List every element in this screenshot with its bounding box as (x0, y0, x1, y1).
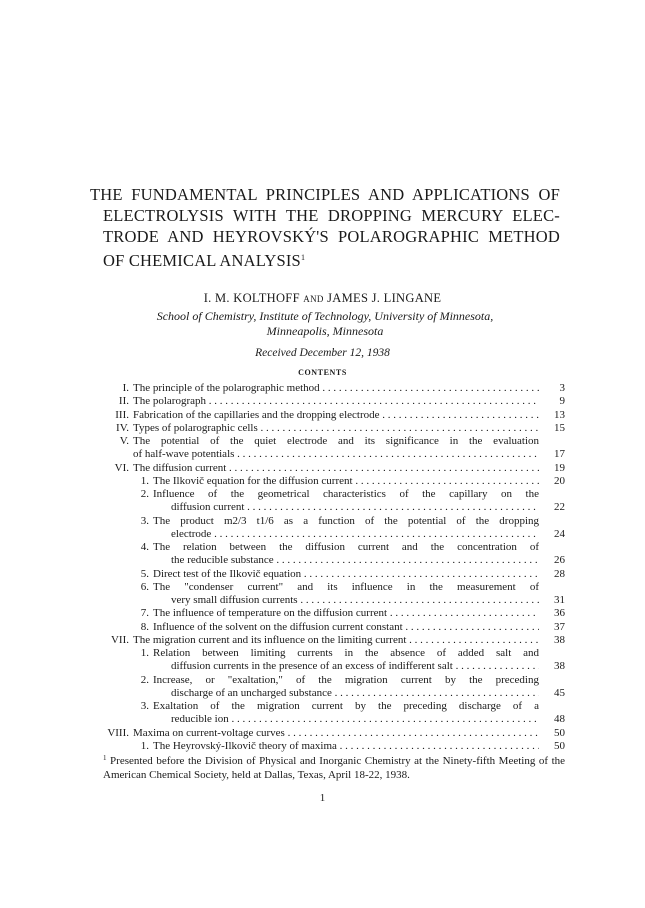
toc-entry-number: 3. (140, 514, 149, 527)
toc-entry-page: 9 (559, 395, 565, 408)
toc-entry-number: 1. (140, 739, 149, 752)
toc-entry-title: Types of polarographic cells . . . (133, 422, 539, 435)
footnote-mark: 1 (103, 754, 107, 762)
toc-entry-number: 1. (140, 474, 149, 487)
toc-entry (103, 488, 565, 501)
toc-entry-number: 3. (140, 700, 149, 712)
toc-entry-page: 15 (554, 421, 565, 434)
toc-entry (103, 647, 565, 660)
toc-entry-title: very small diffusion currents . . . (103, 594, 539, 607)
toc-entry-title: Direct test of the Ilkovič equation . . . (153, 568, 539, 581)
toc-entry (103, 528, 565, 541)
author-1: I. M. KOLTHOFF (203, 291, 300, 305)
toc-entry-page: 24 (554, 527, 565, 540)
toc-entry (103, 515, 565, 528)
toc-entry-page: 22 (554, 501, 565, 514)
toc-entry-page: 37 (554, 620, 565, 633)
toc-entry-page: 38 (554, 660, 565, 673)
toc-entry-title: The "condenser current" and its influence in the measurement of (153, 580, 539, 593)
toc-entry-page: 17 (554, 448, 565, 461)
toc-entry-number: 1. (140, 647, 149, 659)
toc-entry-number: I. (122, 382, 129, 394)
toc-entry (103, 727, 565, 740)
toc-entry (103, 713, 565, 726)
toc-entry (103, 409, 565, 422)
toc-entry (103, 435, 565, 448)
title-footnote-mark: 1 (300, 253, 306, 262)
toc-entry-page: 28 (554, 567, 565, 580)
toc-entry-title: diffusion current . . . (103, 501, 539, 514)
toc-entry-page: 45 (554, 686, 565, 699)
toc-entry-title: of half-wave potentials . . . (103, 448, 539, 461)
article-title (90, 184, 560, 271)
toc-entry (103, 740, 565, 753)
title-line-4 (90, 247, 560, 271)
affiliation (110, 309, 540, 339)
contents-heading: CONTENTS (298, 368, 347, 377)
toc-entry-title: The diffusion current . . . (133, 462, 539, 475)
toc-entry-number: VIII. (107, 726, 129, 739)
toc-entry (103, 475, 565, 488)
toc-entry (103, 395, 565, 408)
page-number: 1 (319, 792, 326, 804)
toc-entry-page: 38 (554, 633, 565, 646)
affiliation-line-2: Minneapolis, Minnesota (266, 324, 384, 338)
toc-entry (103, 687, 565, 700)
toc-entry (103, 422, 565, 435)
toc-entry-title: The potential of the quiet electrode and its significance in the evaluation (133, 435, 539, 447)
toc-entry-number: VI. (114, 461, 129, 474)
toc-entry (103, 501, 565, 514)
toc-entry-number: 2. (140, 488, 149, 500)
toc-entry-title: Relation between limiting currents in the absence of added salt and (153, 647, 539, 659)
toc-entry-title: The product m2/3 t1/6 as a function of the potential of the dropping (153, 514, 539, 527)
toc-entry-number: 4. (140, 541, 149, 553)
authors (0, 291, 645, 306)
toc-entry-number: 5. (140, 567, 149, 580)
affiliation-line-1: School of Chemistry, Institute of Technology, University of Minnesota, (156, 309, 494, 323)
toc-entry-title: Increase, or "exaltation," of the migration current by the preceding (153, 673, 539, 686)
toc-entry-title: The principle of the polarographic method . . . (133, 382, 539, 395)
toc-entry (103, 581, 565, 594)
toc-entry-page: 48 (554, 713, 565, 726)
toc-entry-page: 26 (554, 554, 565, 567)
footnote (103, 752, 565, 782)
footnote-text: Presented before the Division of Physical and Inorganic Chemistry at the Ninety-fifth Meeting of the American Chemical Society, held at Dallas, Texas, April 18-22, 1938. (103, 755, 566, 781)
title-line-4-text: OF CHEMICAL ANALYSIS (103, 251, 301, 270)
toc-entry (103, 382, 565, 395)
toc-entry-number: VII. (110, 633, 129, 646)
toc-entry-title: reducible ion . . . (103, 713, 539, 726)
toc-entry-title: Exaltation of the migration current by the preceding discharge of a (153, 700, 539, 712)
toc-entry-page: 20 (554, 474, 565, 487)
toc-entry-title: diffusion currents in the presence of an excess of indifferent salt . . . (103, 660, 539, 673)
toc-entry (103, 700, 565, 713)
toc-entry-page: 3 (559, 382, 565, 394)
toc-entry-page: 31 (554, 594, 565, 606)
toc-entry-page: 13 (554, 408, 565, 421)
table-of-contents (103, 382, 565, 753)
toc-entry (103, 554, 565, 567)
toc-entry-number: 6. (140, 580, 149, 593)
toc-entry-title: The polarograph . . . (133, 395, 539, 408)
toc-entry (103, 568, 565, 581)
toc-entry-number: IV. (116, 421, 129, 434)
toc-entry-page: 19 (554, 461, 565, 474)
toc-entry-title: Influence of the geometrical characteristics of the capillary on the (153, 488, 539, 500)
toc-entry-number: 2. (140, 673, 149, 686)
toc-entry-title: electrode . . . (103, 528, 539, 541)
author-conjunction: AND (303, 294, 324, 304)
toc-entry-title: The Ilkovič equation for the diffusion current . . . (153, 475, 539, 488)
title-line-1: THE FUNDAMENTAL PRINCIPLES AND APPLICATIONS OF (90, 185, 560, 204)
toc-entry (103, 462, 565, 475)
toc-entry-number: 8. (140, 620, 149, 633)
toc-entry-number: 7. (140, 607, 149, 620)
toc-entry-title: The migration current and its influence on the limiting current . . . (133, 634, 539, 647)
toc-entry-title: discharge of an uncharged substance . . . (103, 687, 539, 700)
toc-entry-title: The relation between the diffusion current and the concentration of (153, 541, 539, 553)
toc-entry (103, 660, 565, 673)
received-date: Received December 12, 1938 (255, 347, 390, 359)
toc-entry (103, 448, 565, 461)
toc-entry-number: V. (119, 435, 129, 447)
title-line-2: ELECTROLYSIS WITH THE DROPPING MERCURY ELEC- (103, 206, 560, 225)
toc-entry-page: 36 (554, 607, 565, 620)
toc-entry (103, 607, 565, 620)
title-line-3: TRODE AND HEYROVSKÝ'S POLAROGRAPHIC METHOD (103, 227, 560, 246)
toc-entry-title: Fabrication of the capillaries and the dropping electrode . . . (133, 409, 539, 422)
toc-entry-number: III. (115, 408, 129, 421)
toc-entry-title: The Heyrovský-Ilkovič theory of maxima . . . (153, 740, 539, 753)
toc-entry (103, 634, 565, 647)
toc-entry-title: Influence of the solvent on the diffusion current constant . . . (153, 621, 539, 634)
toc-entry-page: 50 (554, 739, 565, 752)
toc-entry-title: The influence of temperature on the diffusion current . . . (153, 607, 539, 620)
toc-entry (103, 541, 565, 554)
toc-entry (103, 594, 565, 607)
toc-entry (103, 621, 565, 634)
toc-entry (103, 674, 565, 687)
toc-entry-title: Maxima on current-voltage curves . . . (133, 727, 539, 740)
author-2: JAMES J. LINGANE (327, 291, 442, 305)
toc-entry-title: the reducible substance . . . (103, 554, 539, 567)
toc-entry-number: II. (118, 395, 129, 408)
toc-entry-page: 50 (554, 726, 565, 739)
